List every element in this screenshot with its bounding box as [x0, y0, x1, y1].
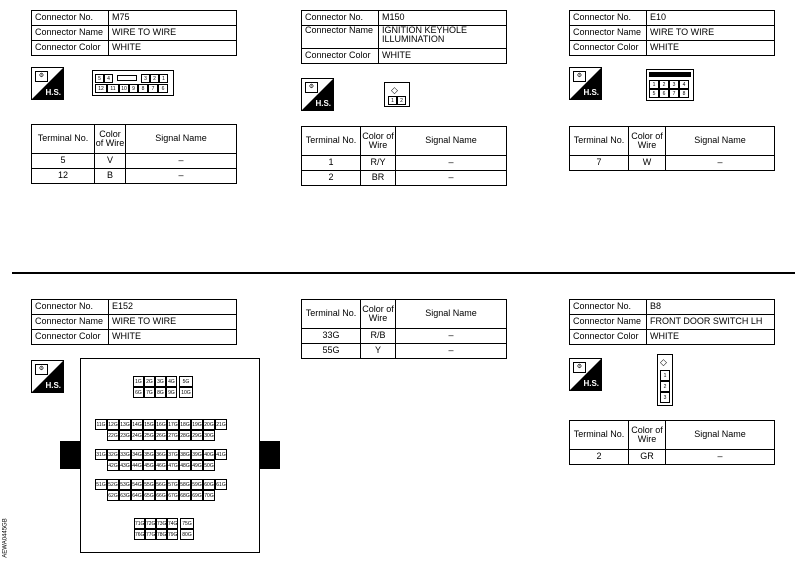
m150-info-table: Connector No. M150 Connector Name IGNITION KEYHOLE ILLUMINATION Connector Color WHITE [301, 10, 507, 64]
pin: 48G [179, 460, 191, 471]
pin: 32G [107, 449, 119, 460]
pin: 6 [158, 84, 168, 93]
pin: 46G [155, 460, 167, 471]
pin: 57G [167, 479, 179, 490]
pin: 37G [167, 449, 179, 460]
pin: 3G [155, 376, 166, 387]
pin: 9 [129, 84, 138, 93]
m75-info-table: Connector No. M75 Connector Name WIRE TO WIRE Connector Color WHITE [31, 10, 237, 56]
pin: 18G [179, 419, 191, 430]
connector-latch-left [60, 441, 81, 469]
pin: 61G [215, 479, 227, 490]
hs-icon: ⚙ H.S. [31, 67, 64, 100]
section-divider [12, 272, 795, 274]
pin: 1G [133, 376, 144, 387]
pin: 80G [180, 529, 194, 540]
pin: 20G [203, 419, 215, 430]
diamond-key-icon: ◇ [391, 85, 398, 95]
pin: 1 [388, 96, 397, 105]
pin: 4 [104, 74, 113, 83]
pin: 47G [167, 460, 179, 471]
harness-side-icon: ⚙ [573, 71, 586, 82]
connector-lock [649, 72, 691, 77]
pin: 12 [95, 84, 107, 93]
pin: 2G [144, 376, 155, 387]
pin: 52G [107, 479, 119, 490]
pin: 10G [179, 387, 193, 398]
pin: 12G [107, 419, 119, 430]
pin: 6G [133, 387, 144, 398]
pin: 34G [131, 449, 143, 460]
harness-side-icon: ⚙ [305, 82, 318, 93]
pin: 66G [155, 490, 167, 501]
e152-info-table: Connector No. E152 Connector Name WIRE TO WIRE Connector Color WHITE [31, 299, 237, 345]
m150-connector-face [384, 82, 410, 107]
pin: 3 [669, 80, 679, 89]
pin: 36G [155, 449, 167, 460]
pin: 26G [155, 430, 167, 441]
connector-latch-right [259, 441, 280, 469]
pin: 19G [191, 419, 203, 430]
pin: 74G [167, 518, 178, 529]
pin: 72G [145, 518, 156, 529]
pin: 55G [143, 479, 155, 490]
pin: 42G [107, 460, 119, 471]
e10-info-table: Connector No. E10 Connector Name WIRE TO WIRE Connector Color WHITE [569, 10, 775, 56]
pin: 3 [141, 74, 150, 83]
pin: 31G [95, 449, 107, 460]
pin: 5G [179, 376, 193, 387]
pin: 78G [156, 529, 167, 540]
pin: 38G [179, 449, 191, 460]
table-row: 1 R/Y – [302, 156, 507, 171]
pin: 8 [138, 84, 148, 93]
pin: 68G [179, 490, 191, 501]
pin: 2 [660, 381, 670, 392]
e152-terminal-table: Terminal No. Color of Wire Signal Name 33G R/B – 55G Y – [301, 299, 507, 359]
b8-info-table: Connector No. B8 Connector Name FRONT DOOR SWITCH LH Connector Color WHITE [569, 299, 775, 345]
harness-side-icon: ⚙ [573, 362, 586, 373]
pin: 5 [95, 74, 104, 83]
pin: 50G [203, 460, 215, 471]
pin: 53G [119, 479, 131, 490]
pin: 59G [191, 479, 203, 490]
pin: 10 [119, 84, 129, 93]
pin: 45G [143, 460, 155, 471]
pin: 7G [144, 387, 155, 398]
pin: 54G [131, 479, 143, 490]
pin: 27G [167, 430, 179, 441]
hs-icon: ⚙ H.S. [569, 67, 602, 100]
pin: 41G [215, 449, 227, 460]
pin: 33G [119, 449, 131, 460]
pin: 44G [131, 460, 143, 471]
connector-lock [117, 75, 137, 81]
hs-icon: ⚙ H.S. [31, 360, 64, 393]
pin: 1 [159, 74, 168, 83]
pin: 75G [180, 518, 194, 529]
table-row: 5 V – [32, 154, 237, 169]
pin: 30G [203, 430, 215, 441]
pin: 4 [679, 80, 689, 89]
pin: 21G [215, 419, 227, 430]
pin: 64G [131, 490, 143, 501]
pin: 4G [166, 376, 177, 387]
pin: 43G [119, 460, 131, 471]
pin: 17G [167, 419, 179, 430]
pin: 11G [95, 419, 107, 430]
m75-terminal-table: Terminal No. Color of Wire Signal Name 5 V – 12 B – [31, 124, 237, 184]
pin: 23G [119, 430, 131, 441]
hs-icon: ⚙ H.S. [301, 78, 334, 111]
m150-terminal-table: Terminal No. Color of Wire Signal Name 1 R/Y – 2 BR – [301, 126, 507, 186]
table-row: 2 BR – [302, 171, 507, 186]
pin: 56G [155, 479, 167, 490]
pin: 67G [167, 490, 179, 501]
pin: 1 [649, 80, 659, 89]
pin: 16G [155, 419, 167, 430]
pin: 29G [191, 430, 203, 441]
pin: 15G [143, 419, 155, 430]
pin: 39G [191, 449, 203, 460]
table-row: 2 GR – [570, 450, 775, 465]
pin: 6 [659, 89, 669, 98]
pin: 5 [649, 89, 659, 98]
pin: 1 [660, 370, 670, 381]
pin: 60G [203, 479, 215, 490]
table-row: 33G R/B – [302, 329, 507, 344]
pin: 40G [203, 449, 215, 460]
pin: 73G [156, 518, 167, 529]
pin: 71G [134, 518, 145, 529]
pin: 69G [191, 490, 203, 501]
b8-connector-face [657, 354, 673, 406]
pin: 25G [143, 430, 155, 441]
pin: 58G [179, 479, 191, 490]
pin: 11 [107, 84, 119, 93]
pin: 51G [95, 479, 107, 490]
m75-connector-face [92, 70, 174, 96]
pin: 14G [131, 419, 143, 430]
pin: 2 [397, 96, 406, 105]
pin: 28G [179, 430, 191, 441]
pin: 7 [148, 84, 158, 93]
pin: 63G [119, 490, 131, 501]
diamond-key-icon: ◇ [660, 357, 667, 367]
pin: 76G [134, 529, 145, 540]
harness-side-icon: ⚙ [35, 364, 48, 375]
pin: 65G [143, 490, 155, 501]
pin: 79G [167, 529, 178, 540]
pin: 8G [155, 387, 166, 398]
pin: 77G [145, 529, 156, 540]
hs-icon: ⚙ H.S. [569, 358, 602, 391]
pin: 2 [150, 74, 159, 83]
table-row: 12 B – [32, 169, 237, 184]
pin: 70G [203, 490, 215, 501]
pin: 13G [119, 419, 131, 430]
pin: 7 [669, 89, 679, 98]
figure-id: AEWA0445GB [2, 518, 9, 558]
pin: 2 [659, 80, 669, 89]
pin: 3 [660, 392, 670, 403]
pin: 35G [143, 449, 155, 460]
pin: 22G [107, 430, 119, 441]
table-row: 55G Y – [302, 344, 507, 359]
e10-terminal-table: Terminal No. Color of Wire Signal Name 7 W – [569, 126, 775, 171]
pin: 49G [191, 460, 203, 471]
pin: 9G [166, 387, 177, 398]
pin: 8 [679, 89, 689, 98]
table-row: 7 W – [570, 156, 775, 171]
pin: 24G [131, 430, 143, 441]
e10-connector-face [646, 69, 694, 101]
harness-side-icon: ⚙ [35, 71, 48, 82]
pin: 62G [107, 490, 119, 501]
b8-terminal-table: Terminal No. Color of Wire Signal Name 2 GR – [569, 420, 775, 465]
